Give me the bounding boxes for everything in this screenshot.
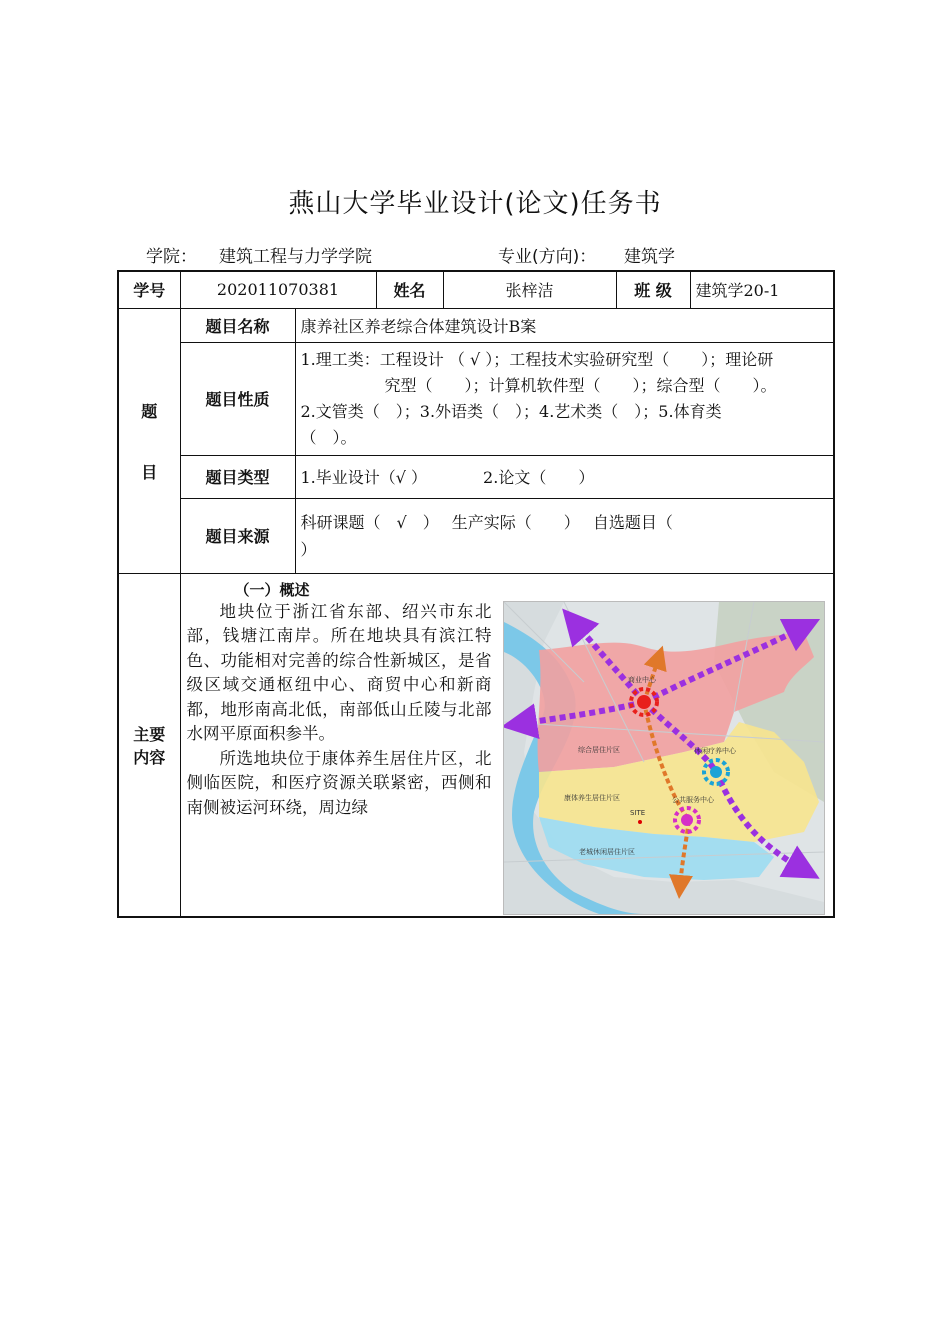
map-label-commercial-center: 商业中心	[627, 675, 656, 684]
topic-nature-label: 题目性质	[180, 342, 295, 455]
map-label-comprehensive-zone: 综合居住片区	[577, 745, 620, 754]
name-label: 姓名	[376, 271, 443, 308]
class-label: 班 级	[616, 271, 690, 308]
main-content-label-2: 内容	[133, 747, 166, 767]
site-marker	[638, 820, 642, 824]
map-label-leisure-center: 休闲疗养中心	[693, 746, 736, 755]
main-content-label-1: 主要	[133, 724, 166, 744]
topic-name-row	[118, 308, 834, 342]
main-content-row	[118, 573, 834, 917]
paragraph-2: 所选地块位于康体养生居住片区，北侧临医院，和医疗资源关联紧密，西侧和南侧被运河环绕，周边绿	[186, 748, 492, 817]
name-value: 张梓洁	[443, 271, 616, 308]
college-label: 学院：	[146, 247, 197, 267]
topic-source-row	[118, 498, 834, 573]
topic-nature-value	[295, 342, 834, 455]
map-label-wellness-zone: 康体养生居住片区	[563, 793, 620, 802]
topic-type-label: 题目类型	[180, 455, 295, 498]
class-value: 建筑学20-1	[690, 271, 834, 308]
section-heading: （一）概述	[234, 580, 310, 599]
student-id-value: 202011070381	[180, 271, 376, 308]
main-content-cell	[180, 573, 834, 917]
document-title: 燕山大学毕业设计(论文)任务书	[288, 189, 662, 219]
site-location-map	[503, 601, 825, 915]
student-id-label: 学号	[118, 271, 180, 308]
map-label-site: SITE	[629, 808, 645, 817]
content-text	[187, 580, 492, 821]
topic-name-value: 康养社区养老综合体建筑设计B案	[295, 308, 834, 342]
topic-source-value	[295, 498, 834, 573]
topic-name-label: 题目名称	[180, 308, 295, 342]
map-label-public-center: 公共服务中心	[671, 795, 714, 804]
topic-type-value: 1.毕业设计（√ ） 2.论文（ ）	[295, 455, 834, 498]
topic-nature-line4: （ ）。	[300, 427, 357, 447]
paragraph-1: 地块位于浙江省东部、绍兴市东北部，钱塘江南岸。所在地块具有滨江特色、功能相对完善的综合性新城区，是省级区域交通枢纽中心、商贸中心和新商都，地形南高北低，南部低山丘陵与北部水网平原面积参半。	[186, 601, 492, 743]
topic-group-label-2: 目	[141, 462, 158, 482]
topic-nature-line2: 究型（ ）；计算机软件型（ ）；综合型（ ）。	[384, 375, 777, 395]
major-label: 专业(方向)：	[498, 247, 597, 267]
map-label-oldtown-zone: 老城休闲居住片区	[578, 847, 635, 856]
topic-nature-line3: 2.文管类（ ）；3.外语类（ ）；4.艺术类（ ）；5.体育类	[300, 401, 722, 421]
topic-type-row	[118, 455, 834, 498]
topic-nature-row	[118, 342, 834, 455]
topic-source-line2: ）	[300, 539, 317, 559]
student-info-row	[118, 271, 834, 308]
topic-source-label: 题目来源	[180, 498, 295, 573]
college-value: 建筑工程与力学学院	[219, 247, 372, 267]
topic-group-label	[118, 308, 180, 573]
topic-source-line1: 科研课题（ √ ） 生产实际（ ） 自选题目（	[300, 512, 673, 532]
topic-nature-line1: 1.理工类：工程设计 （ √ ）；工程技术实验研究型（ ）；理论研	[300, 349, 774, 369]
task-form-table	[117, 270, 835, 918]
major-value: 建筑学	[624, 247, 675, 267]
topic-group-label-1: 题	[141, 401, 158, 421]
main-content-label	[118, 573, 180, 917]
